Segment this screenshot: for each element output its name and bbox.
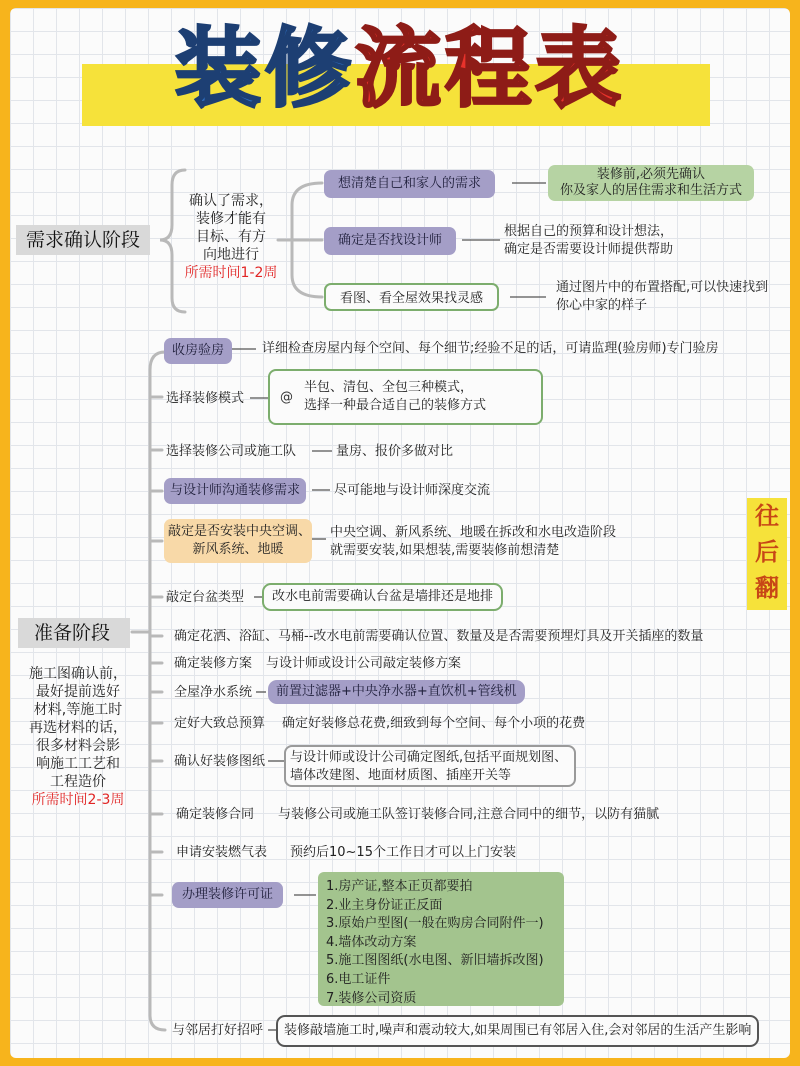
stage1-node-inspiration: 看图、看全屋效果找灵感 [324,283,499,311]
stage2-node-gas-meter: 申请安装燃气表 [176,845,268,860]
page-title: 装修流程表 [175,19,625,119]
stage2-note-choose-company: 量房、报价多做对比 [336,444,454,459]
stage1-node-designer: 确定是否找设计师 [324,227,456,255]
stage2-label: 准备阶段 [18,618,130,648]
stage2-node-shower-bathtub: 确定花洒、浴缸、马桶--改水电前需要确认位置、数量及是否需要预埋灯具及开关插座的数量 [174,629,704,644]
stage2-note-permit-list [318,872,564,1006]
stage2-note-designer-communication: 尽可能地与设计师深度交流 [334,483,491,498]
stage2-node-house-inspection: 收房验房 [164,338,232,364]
list-item: 4.墙体改动方案 [326,934,417,950]
stage2-note-house-inspection: 详细检查房屋内每个空间、每个细节;经验不足的话，可请监理(验房师)专门验房 [262,341,719,356]
stage2-node-designer-communication: 与设计师沟通装修需求 [164,478,306,504]
stage2-note-gas-meter: 预约后10~15个工作日才可以上门安装 [290,845,516,860]
stage2-description: 施工图确认前， 最好提前选好 材料,等施工时 再选材料的话， 很多材料会影 响施工工艺和 工程造价 所需时间2-3周 [20,665,136,809]
stage1-node-family-needs: 想清楚自己和家人的需求 [324,170,495,198]
stage1-required-time: 所需时间1-2周 [184,265,278,281]
stage2-note-neighbors: 装修敲墙施工时,噪声和震动较大,如果周围已有邻居入住,会对邻居的生活产生影响 [276,1015,759,1047]
stage1-label: 需求确认阶段 [16,225,150,255]
stage2-note-decoration-mode: @ 半包、清包、全包三种模式， 选择一种最合适自己的装修方式 [268,369,543,425]
stage2-node-neighbors: 与邻居打好招呼 [172,1023,264,1038]
side-tab-turn-page: 往 后 翻 [747,498,787,610]
stage2-node-decoration-mode: 选择装修模式 [166,391,245,406]
stage2-node-permit: 办理装修许可证 [172,882,283,908]
stage2-note-central-ac: 中央空调、新风系统、地暖在拆改和水电改造阶段 就需要安装,如果想装,需要装修前想清楚 [330,525,617,558]
list-item: 3.原始户型图(一般在购房合同附件一) [326,916,544,932]
stage2-node-decoration-plan: 确定装修方案 [174,656,253,671]
stage2-note-water-purification: 前置过滤器+中央净水器+直饮机+管线机 [268,680,525,704]
stage2-note-drawings: 与设计师或设计公司确定图纸,包括平面规划图、 墙体改建图、地面材质图、插座开关等 [284,745,576,787]
stage2-note-basin-type: 改水电前需要确认台盆是墙排还是地排 [262,583,503,611]
stage2-required-time: 所需时间2-3周 [31,792,125,808]
stage2-node-total-budget: 定好大致总预算 [174,716,266,731]
stage1-note-designer: 根据自己的预算和设计想法， 确定是否需要设计师提供帮助 [504,224,674,257]
stage2-node-basin-type: 敲定台盆类型 [166,590,245,605]
stage2-node-central-ac: 敲定是否安装中央空调、 新风系统、地暖 [164,519,312,563]
stage2-node-drawings: 确认好装修图纸 [174,754,266,769]
stage1-note-inspiration: 通过图片中的布置搭配,可以快速找到 你心中家的样子 [556,280,769,313]
list-item: 5.施工图图纸(水电图、新旧墙拆改图) [326,953,544,969]
list-item: 6.电工证件 [326,971,391,987]
list-item: 2.业主身份证正反面 [326,897,443,913]
list-item: 7.装修公司资质 [326,990,417,1006]
stage2-note-contract: 与装修公司或施工队签订装修合同,注意合同中的细节，以防有猫腻 [278,807,660,822]
stage2-note-total-budget: 确定好装修总花费,细致到每个空间、每个小项的花费 [282,716,586,731]
list-item: 1.房产证,整本正页都要拍 [326,879,473,894]
stage2-node-water-purification: 全屋净水系统 [174,685,253,700]
stage1-note-family-needs: 装修前,必须先确认 你及家人的居住需求和生活方式 [548,165,754,201]
stage2-node-choose-company: 选择装修公司或施工队 [166,444,297,459]
stage2-note-decoration-plan: 与设计师或设计公司敲定装修方案 [266,656,462,671]
stage2-node-contract: 确定装修合同 [176,807,255,822]
at-icon: @ [280,390,293,405]
stage1-description: 确认了需求， 装修才能有 目标、有方 向地进行 所需时间1-2周 [176,192,286,282]
